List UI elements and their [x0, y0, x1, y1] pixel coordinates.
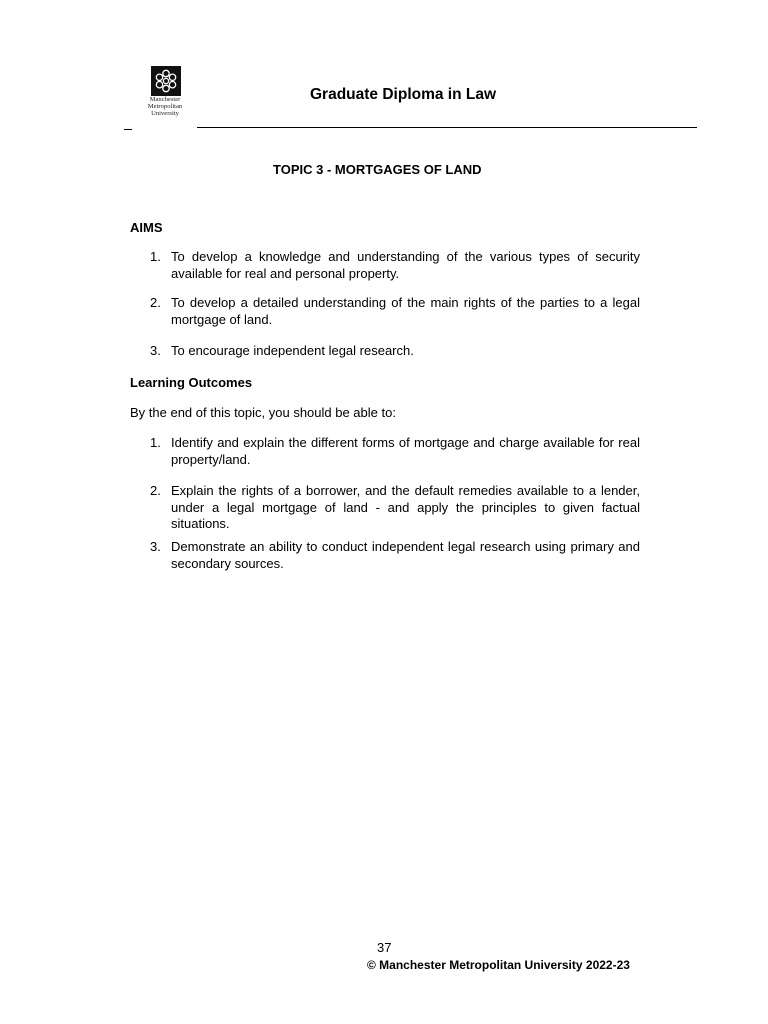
logo-line: Manchester	[149, 96, 181, 103]
list-text: To develop a knowledge and understanding of the various types of security available for real and personal property.	[171, 249, 640, 281]
learning-outcomes-intro: By the end of this topic, you should be able to:	[130, 405, 396, 420]
list-number: 1.	[150, 249, 161, 264]
list-text: To develop a detailed understanding of the main rights of the parties to a legal mortgage of land.	[171, 295, 640, 327]
header-rule-short	[124, 129, 132, 130]
outcomes-list-item	[150, 483, 640, 533]
learning-outcomes-heading: Learning Outcomes	[130, 375, 253, 390]
logo-line: Metropolitan	[147, 103, 183, 110]
aims-list-item	[150, 249, 640, 282]
list-number: 3.	[150, 539, 161, 554]
aims-list-item	[150, 295, 640, 328]
list-number: 2.	[150, 483, 161, 498]
page-number: 37	[377, 940, 392, 955]
outcomes-list-item	[150, 539, 640, 572]
list-text: Explain the rights of a borrower, and the default remedies available to a lender, under a legal mortgage of land - and apply the principles to given factual situations.	[171, 483, 640, 531]
header-title: Graduate Diploma in Law	[310, 86, 497, 103]
list-number: 3.	[150, 343, 161, 358]
university-crest-icon	[151, 66, 181, 96]
logo-wordmark	[134, 96, 196, 117]
list-number: 2.	[150, 295, 161, 310]
header-rule	[197, 127, 697, 128]
list-text: Identify and explain the different forms of mortgage and charge available for real property/land.	[171, 435, 640, 467]
aims-list-item	[150, 343, 640, 360]
aims-heading: AIMS	[130, 220, 163, 235]
topic-title: TOPIC 3 - MORTGAGES OF LAND	[273, 162, 482, 177]
university-logo	[134, 58, 194, 120]
list-number: 1.	[150, 435, 161, 450]
list-text: To encourage independent legal research.	[171, 343, 414, 358]
logo-line: University	[151, 110, 179, 117]
outcomes-list-item	[150, 435, 640, 468]
copyright-notice: © Manchester Metropolitan University 2022-23	[367, 958, 630, 972]
list-text: Demonstrate an ability to conduct independent legal research using primary and secondary sources.	[171, 539, 640, 571]
